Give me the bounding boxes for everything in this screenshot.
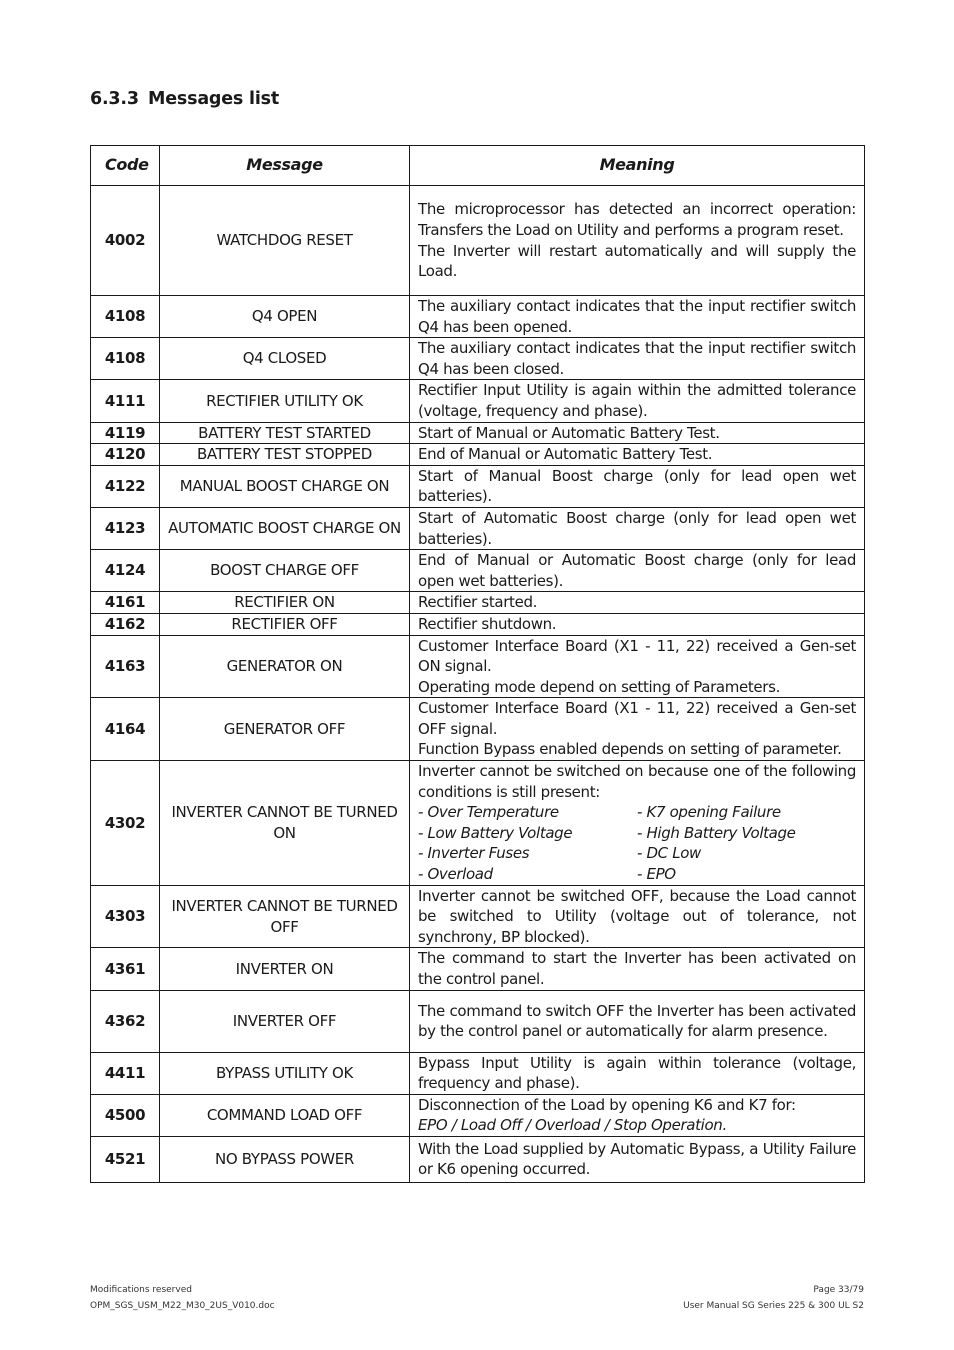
table-row xyxy=(91,948,865,990)
row-meaning xyxy=(410,885,865,948)
condition-list xyxy=(418,802,856,884)
row-meaning xyxy=(410,1094,865,1136)
row-message: MANUAL BOOST CHARGE ON xyxy=(160,465,410,507)
table-row xyxy=(91,507,865,549)
meaning-line: Customer Interface Board (X1 - 11, 22) received a Gen-set ON signal. xyxy=(418,636,856,676)
header-meaning: Meaning xyxy=(410,146,865,186)
row-meaning xyxy=(410,761,865,886)
header-message: Message xyxy=(160,146,410,186)
row-meaning xyxy=(410,296,865,338)
table-row xyxy=(91,761,865,886)
condition-item: - Inverter Fuses xyxy=(418,844,530,863)
meaning-line: EPO / Load Off / Overload / Stop Operation. xyxy=(418,1116,727,1135)
row-code: 4124 xyxy=(91,550,160,592)
row-message: BATTERY TEST STOPPED xyxy=(160,444,410,466)
row-meaning xyxy=(410,186,865,296)
condition-item: - High Battery Voltage xyxy=(637,823,796,842)
row-message: INVERTER ON xyxy=(160,948,410,990)
row-meaning xyxy=(410,592,865,614)
header-code: Code xyxy=(91,146,160,186)
row-message: RECTIFIER OFF xyxy=(160,613,410,635)
section-heading xyxy=(90,89,279,109)
condition-column-right xyxy=(637,802,856,884)
table-row xyxy=(91,613,865,635)
footer-right xyxy=(683,1282,864,1314)
row-message: BATTERY TEST STARTED xyxy=(160,422,410,444)
condition-item: - Overload xyxy=(418,865,493,884)
table-row xyxy=(91,635,865,698)
condition-item: - DC Low xyxy=(637,844,701,863)
row-meaning xyxy=(410,507,865,549)
footer-modifications: Modifications reserved xyxy=(90,1285,192,1295)
table-row xyxy=(91,990,865,1052)
condition-item: - EPO xyxy=(637,865,676,884)
footer-page-number: Page 33/79 xyxy=(813,1285,864,1295)
table-row xyxy=(91,698,865,761)
row-message: COMMAND LOAD OFF xyxy=(160,1094,410,1136)
row-code: 4411 xyxy=(91,1052,160,1094)
row-meaning xyxy=(410,422,865,444)
meaning-line: Start of Manual Boost charge (only for lead open wet batteries). xyxy=(418,466,856,506)
table-row xyxy=(91,380,865,422)
row-meaning xyxy=(410,444,865,466)
row-message: GENERATOR ON xyxy=(160,635,410,698)
meaning-line: End of Manual or Automatic Battery Test. xyxy=(418,445,713,464)
condition-item: - Low Battery Voltage xyxy=(418,823,573,842)
condition-item: - K7 opening Failure xyxy=(637,803,781,822)
condition-item: - Over Temperature xyxy=(418,803,559,822)
meaning-line: The command to start the Inverter has been activated on the control panel. xyxy=(418,949,856,988)
meaning-line: Operating mode depend on setting of Parameters. xyxy=(418,677,780,696)
table-row xyxy=(91,885,865,948)
table-row xyxy=(91,1136,865,1182)
table-row xyxy=(91,296,865,338)
section-number: 6.3.3 xyxy=(90,89,139,109)
meaning-line: Disconnection of the Load by opening K6 and K7 for: xyxy=(418,1095,796,1114)
row-code: 4163 xyxy=(91,635,160,698)
footer-left xyxy=(90,1282,275,1314)
meaning-line: Start of Manual or Automatic Battery Test. xyxy=(418,423,720,442)
row-code: 4521 xyxy=(91,1136,160,1182)
messages-table xyxy=(90,145,865,1183)
row-message: INVERTER CANNOT BE TURNED ON xyxy=(160,761,410,886)
table-row xyxy=(91,592,865,614)
meaning-line: The auxiliary contact indicates that the input rectifier switch Q4 has been closed. xyxy=(418,339,856,378)
row-meaning xyxy=(410,338,865,380)
table-row xyxy=(91,186,865,296)
row-code: 4361 xyxy=(91,948,160,990)
meaning-line: Bypass Input Utility is again within tolerance (voltage, frequency and phase). xyxy=(418,1053,856,1093)
row-message: INVERTER OFF xyxy=(160,990,410,1052)
table-row xyxy=(91,444,865,466)
row-message: BYPASS UTILITY OK xyxy=(160,1052,410,1094)
row-meaning xyxy=(410,990,865,1052)
meaning-line: The command to switch OFF the Inverter has been activated by the control panel or automatically for alarm presence. xyxy=(418,1001,856,1041)
footer-manual-title: User Manual SG Series 225 & 300 UL S2 xyxy=(683,1301,864,1311)
meaning-line: The Inverter will restart automatically and will supply the Load. xyxy=(418,241,856,281)
table-row xyxy=(91,338,865,380)
table-row xyxy=(91,550,865,592)
row-code: 4302 xyxy=(91,761,160,886)
row-code: 4002 xyxy=(91,186,160,296)
table-row xyxy=(91,465,865,507)
row-code: 4303 xyxy=(91,885,160,948)
row-meaning xyxy=(410,1052,865,1094)
row-code: 4108 xyxy=(91,338,160,380)
row-meaning xyxy=(410,635,865,698)
meaning-line: End of Manual or Automatic Boost charge (only for lead open wet batteries). xyxy=(418,551,856,590)
row-message: WATCHDOG RESET xyxy=(160,186,410,296)
row-meaning xyxy=(410,380,865,422)
row-message: INVERTER CANNOT BE TURNED OFF xyxy=(160,885,410,948)
row-code: 4111 xyxy=(91,380,160,422)
row-code: 4161 xyxy=(91,592,160,614)
meaning-line: The microprocessor has detected an incorrect operation: Transfers the Load on Utility and performs a program reset. xyxy=(418,200,856,239)
row-message: Q4 CLOSED xyxy=(160,338,410,380)
row-code: 4500 xyxy=(91,1094,160,1136)
meaning-line: Rectifier shutdown. xyxy=(418,614,557,633)
meaning-line: The auxiliary contact indicates that the input rectifier switch Q4 has been opened. xyxy=(418,297,856,336)
row-message: RECTIFIER UTILITY OK xyxy=(160,380,410,422)
row-meaning xyxy=(410,698,865,761)
condition-column-left xyxy=(418,802,637,884)
footer-filename: OPM_SGS_USM_M22_M30_2US_V010.doc xyxy=(90,1301,275,1311)
row-message: BOOST CHARGE OFF xyxy=(160,550,410,592)
meaning-line: Function Bypass enabled depends on setting of parameter. xyxy=(418,740,842,759)
row-meaning xyxy=(410,550,865,592)
meaning-line: Inverter cannot be switched OFF, because the Load cannot be switched to Utility (voltage out of tolerance, not synchrony, BP blocked). xyxy=(418,886,856,946)
row-code: 4108 xyxy=(91,296,160,338)
row-code: 4362 xyxy=(91,990,160,1052)
row-meaning xyxy=(410,465,865,507)
row-code: 4120 xyxy=(91,444,160,466)
row-message: NO BYPASS POWER xyxy=(160,1136,410,1182)
table-header-row xyxy=(91,146,865,186)
row-code: 4123 xyxy=(91,507,160,549)
table-row xyxy=(91,1052,865,1094)
row-message: RECTIFIER ON xyxy=(160,592,410,614)
meaning-line: Start of Automatic Boost charge (only for lead open wet batteries). xyxy=(418,508,856,548)
row-code: 4122 xyxy=(91,465,160,507)
row-meaning xyxy=(410,948,865,990)
meaning-line: With the Load supplied by Automatic Bypass, a Utility Failure or K6 opening occurred. xyxy=(418,1139,856,1179)
row-meaning xyxy=(410,1136,865,1182)
meaning-line: Rectifier started. xyxy=(418,593,538,612)
row-meaning xyxy=(410,613,865,635)
table-row xyxy=(91,1094,865,1136)
row-code: 4119 xyxy=(91,422,160,444)
meaning-line: Rectifier Input Utility is again within the admitted tolerance (voltage, frequency and phase). xyxy=(418,381,856,420)
row-code: 4164 xyxy=(91,698,160,761)
row-message: Q4 OPEN xyxy=(160,296,410,338)
row-message: AUTOMATIC BOOST CHARGE ON xyxy=(160,507,410,549)
table-row xyxy=(91,422,865,444)
meaning-line: Inverter cannot be switched on because one of the following conditions is still present: xyxy=(418,762,856,801)
row-code: 4162 xyxy=(91,613,160,635)
row-message: GENERATOR OFF xyxy=(160,698,410,761)
meaning-line: Customer Interface Board (X1 - 11, 22) received a Gen-set OFF signal. xyxy=(418,699,856,738)
section-title: Messages list xyxy=(148,89,280,109)
